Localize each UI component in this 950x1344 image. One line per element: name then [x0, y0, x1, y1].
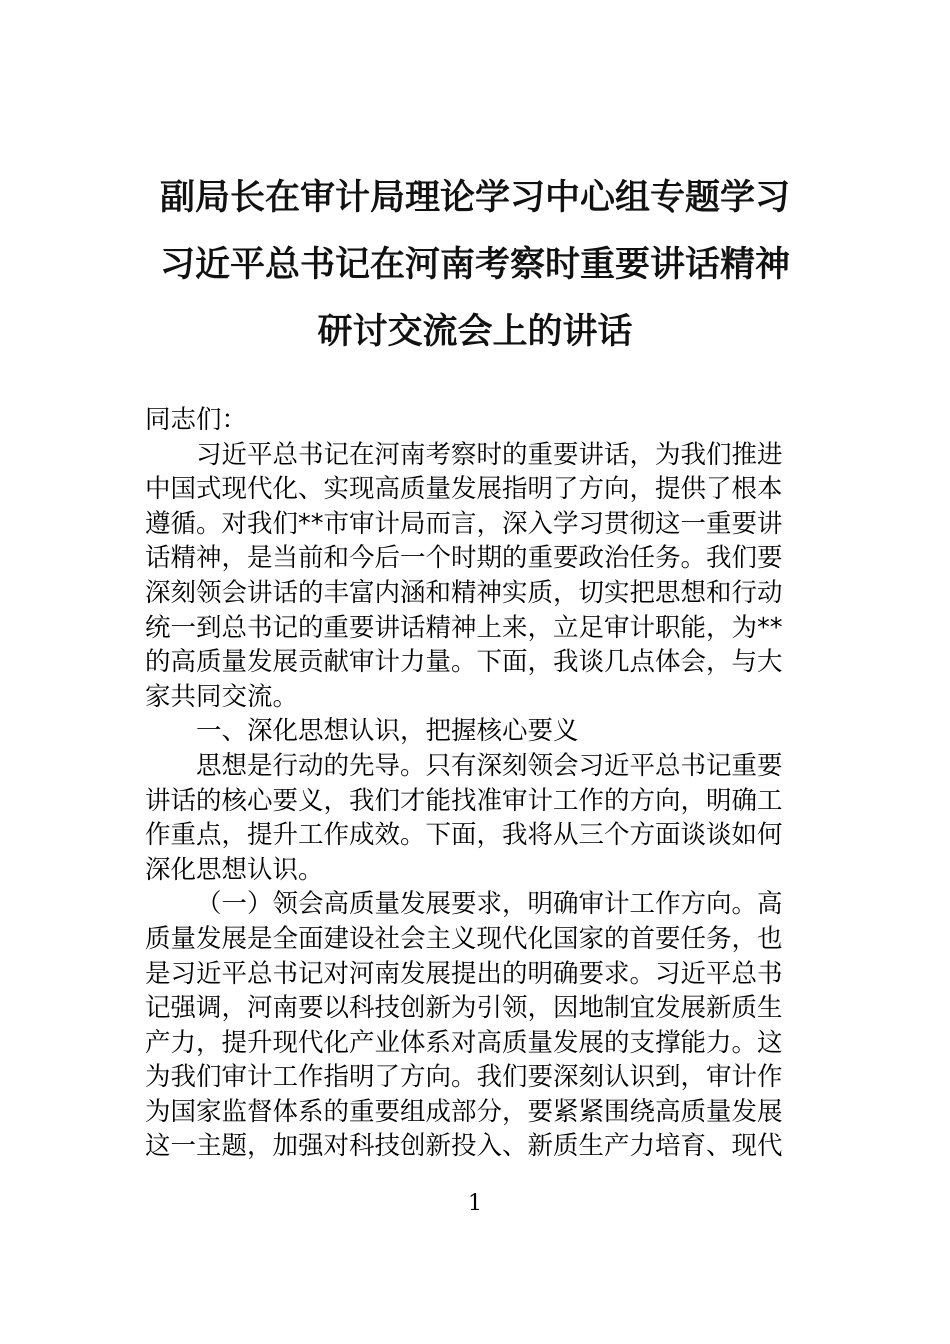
- subsection-line: （一）领会高质量发展要求，明确审计工作方向。高: [196, 889, 783, 920]
- title-line-1: 副局长在审计局理论学习中心组专题学习: [159, 178, 790, 218]
- body-line: 统一到总书记的重要讲话精神上来，立足审计职能，为**: [145, 612, 783, 643]
- body-line: 质量发展是全面建设社会主义现代化国家的首要任务，也: [145, 923, 783, 954]
- body-line: 深刻领会讲话的丰富内涵和精神实质，切实把思想和行动: [145, 577, 783, 608]
- body-line: 家共同交流。: [145, 681, 299, 712]
- body-line: 是习近平总书记对河南发展提出的明确要求。习近平总书: [145, 958, 783, 989]
- body-line: 遵循。对我们**市审计局而言，深入学习贯彻这一重要讲: [145, 508, 783, 539]
- salutation: 同志们：: [145, 405, 248, 435]
- body-line: 产力，提升现代化产业体系对高质量发展的支撑能力。这: [145, 1027, 783, 1058]
- body-line: 话精神，是当前和今后一个时期的重要政治任务。我们要: [145, 543, 783, 574]
- body-line: 记强调，河南要以科技创新为引领，因地制宜发展新质生: [145, 993, 783, 1024]
- body-line: 作重点，提升工作成效。下面，我将从三个方面谈谈如何: [145, 820, 783, 851]
- body-line: 习近平总书记在河南考察时的重要讲话，为我们推进: [196, 439, 783, 470]
- body-line: 深化思想认识。: [145, 854, 324, 885]
- body-line: 为国家监督体系的重要组成部分，要紧紧围绕高质量发展: [145, 1096, 783, 1127]
- title-line-3: 研讨交流会上的讲话: [317, 312, 633, 352]
- body-line: 为我们审计工作指明了方向。我们要深刻认识到，审计作: [145, 1062, 783, 1093]
- document-title: [100, 165, 850, 366]
- body-line: 讲话的核心要义，我们才能找准审计工作的方向，明确工: [145, 785, 783, 816]
- section-heading: 一、深化思想认识，把握核心要义: [196, 716, 579, 747]
- document-body: [145, 403, 810, 1164]
- body-line: 的高质量发展贡献审计力量。下面，我谈几点体会，与大: [145, 647, 783, 678]
- body-line: 这一主题，加强对科技创新投入、新质生产力培育、现代: [145, 1131, 783, 1162]
- body-line: 中国式现代化、实现高质量发展指明了方向，提供了根本: [145, 474, 783, 505]
- page-number: 1: [468, 1191, 482, 1216]
- title-line-2: 习近平总书记在河南考察时重要讲话精神: [159, 245, 790, 285]
- body-line: 思想是行动的先导。只有深刻领会习近平总书记重要: [196, 750, 783, 781]
